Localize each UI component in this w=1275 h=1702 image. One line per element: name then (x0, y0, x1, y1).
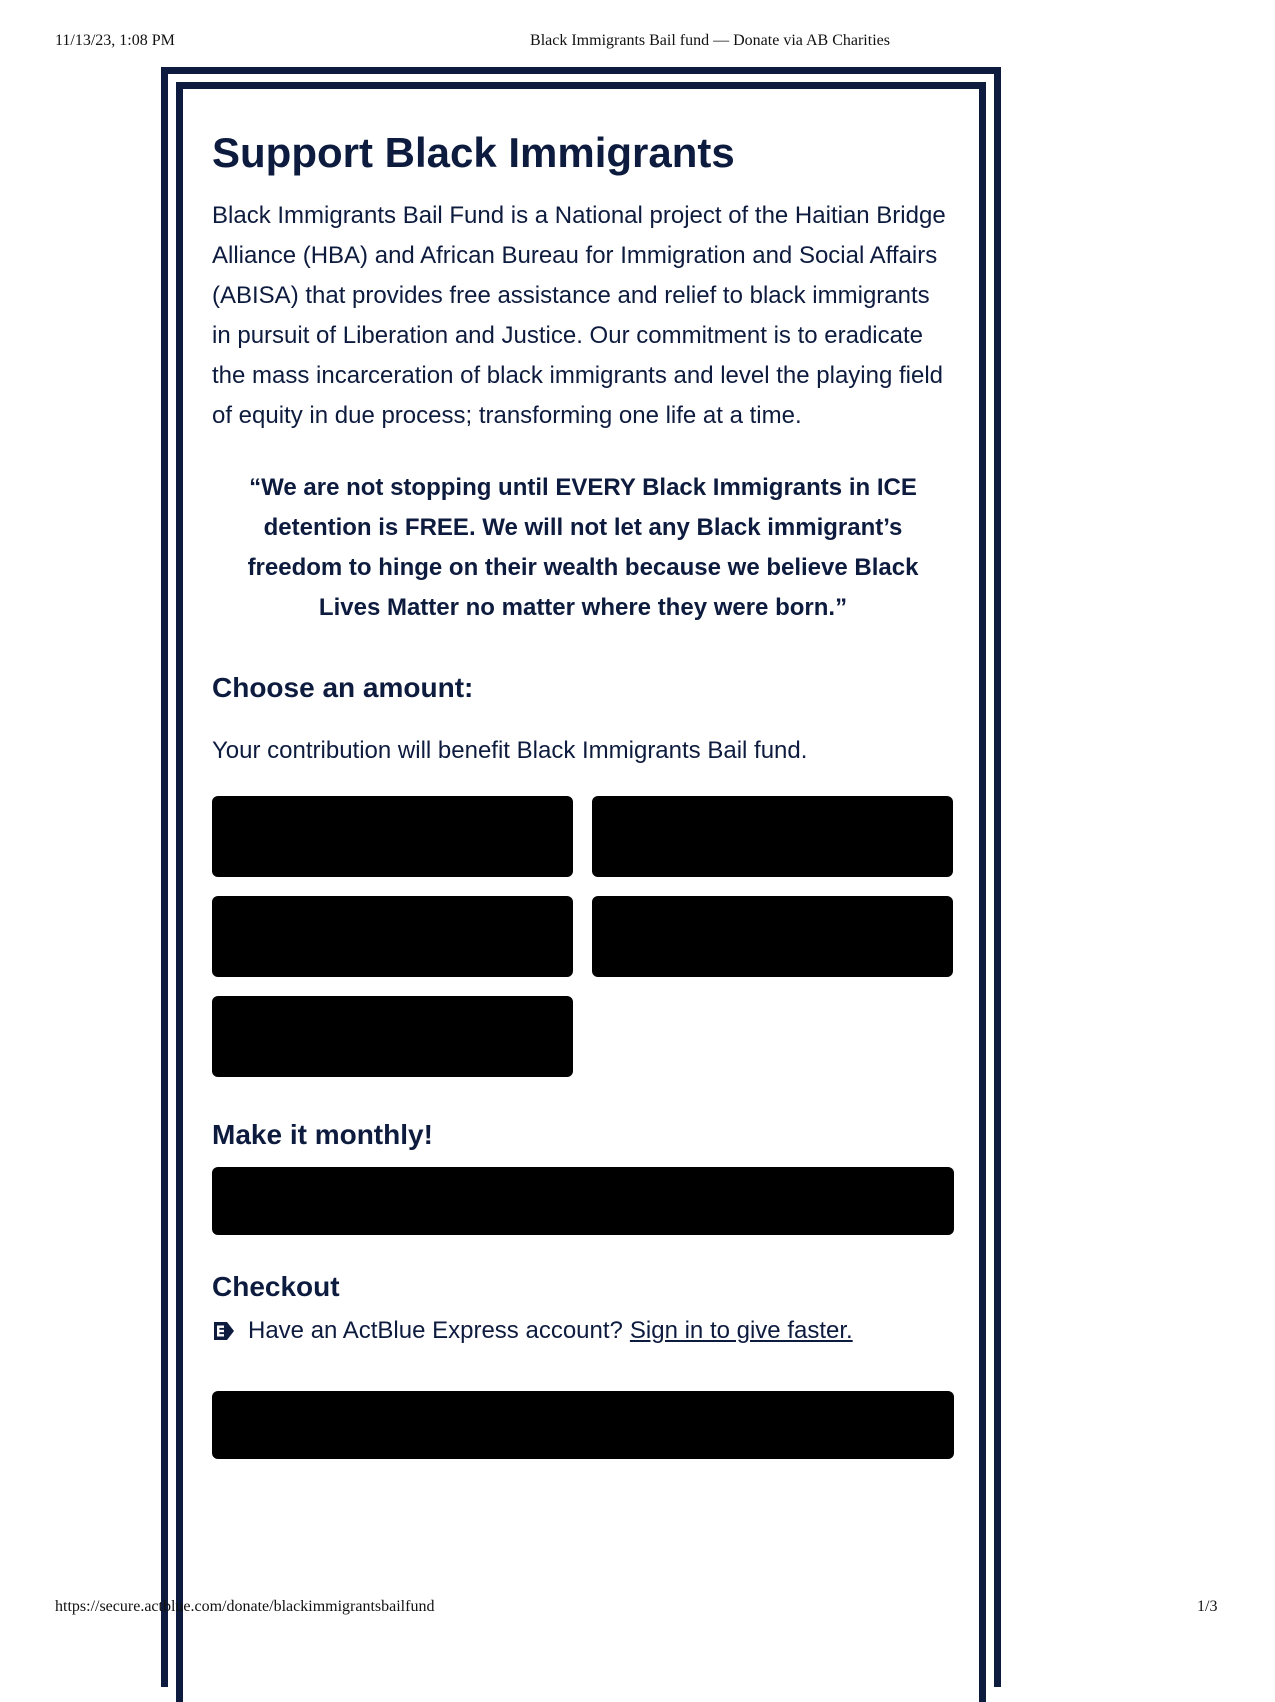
actblue-express-prompt (212, 1315, 954, 1347)
amount-button-1[interactable] (212, 796, 573, 877)
print-page-title: Black Immigrants Bail fund — Donate via AB Charities (530, 32, 890, 49)
page-title: Support Black Immigrants (212, 129, 735, 176)
checkout-field[interactable] (212, 1391, 954, 1459)
sign-in-link[interactable]: Sign in to give faster. (629, 1317, 853, 1344)
intro-paragraph: Black Immigrants Bail Fund is a National project of the Haitian Bridge Alliance (HBA) and African Bureau for Immigration and Social Affairs (ABISA) that provides free assistance and relief to black immigrants in pursuit of Liberation and Justice. Our commitment is to eradicate the mass incarceration of black immigrants and level the playing field of equity in due process; transforming one life at a time. (212, 202, 946, 429)
make-monthly-heading: Make it monthly! (212, 1119, 433, 1150)
monthly-toggle (212, 1167, 954, 1235)
mission-quote: “We are not stopping until EVERY Black Immigrants in ICE detention is FREE. We will not let any Black immigrant’s freedom to hinge on their wealth because we believe Black Lives Matter no matter where they were born.” (247, 474, 919, 621)
monthly-option-left[interactable] (212, 1167, 583, 1235)
print-datetime: 11/13/23, 1:08 PM (55, 32, 175, 49)
print-url: https://secure.actblue.com/donate/blackimmigrantsbailfund (55, 1598, 435, 1615)
amount-button-grid (212, 796, 954, 1077)
checkout-heading: Checkout (212, 1271, 340, 1302)
amount-button-5[interactable] (212, 996, 573, 1077)
donation-form (212, 122, 954, 1459)
amount-button-2[interactable] (592, 796, 953, 877)
choose-amount-heading: Choose an amount: (212, 672, 474, 703)
amount-button-3[interactable] (212, 896, 573, 977)
contribution-note: Your contribution will benefit Black Immigrants Bail fund. (212, 737, 808, 764)
express-prompt-text: Have an ActBlue Express account? (248, 1317, 623, 1344)
amount-button-4[interactable] (592, 896, 953, 977)
monthly-option-right[interactable] (583, 1167, 954, 1235)
print-page-number: 1/3 (1197, 1598, 1218, 1615)
actblue-express-icon (212, 1319, 236, 1343)
